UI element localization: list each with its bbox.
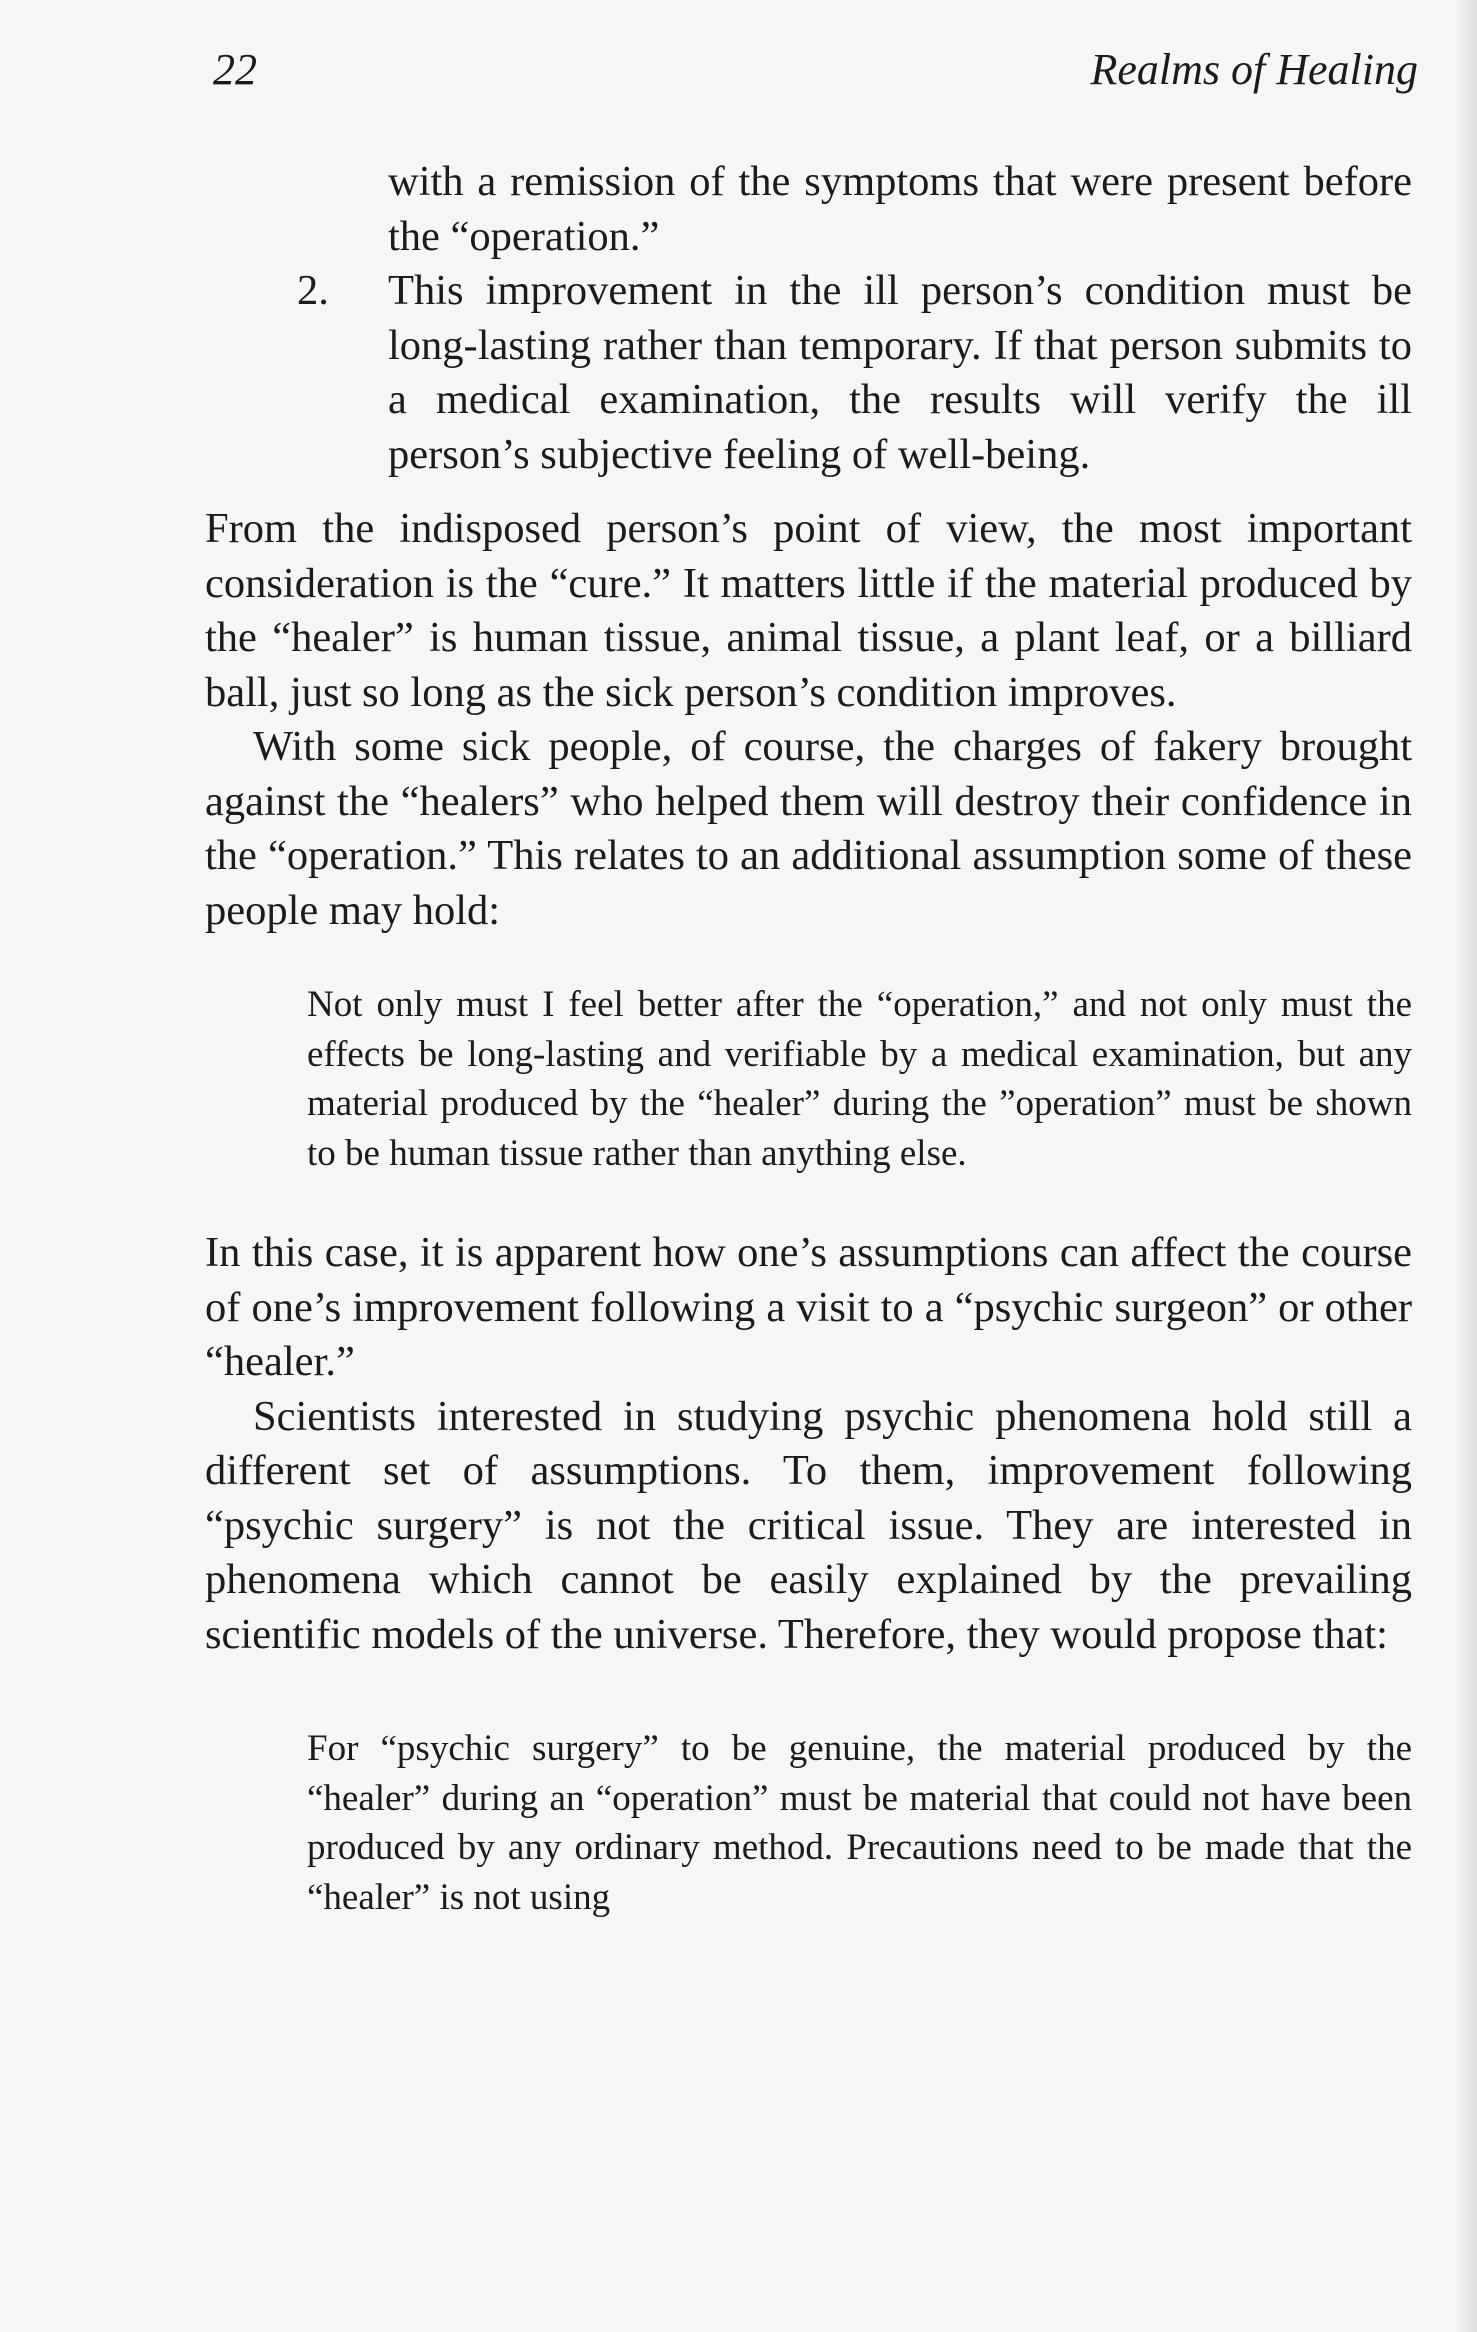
paragraph-3: In this case, it is apparent how one’s assumptions can affect the course of one’s improvement following a visit to a “psychic surgeon” or other “healer.”: [205, 1229, 1412, 1385]
block-quote-1: Not only must I feel better after the “operation,” and not only must the effects be long-lasting and verifiable by a medical examination, but any material produced by the “healer” during the ”operation” must be shown to be human tissue rather than anything else.: [307, 984, 1412, 1174]
paragraph-2: With some sick people, of course, the charges of fakery brought against the “healers” who helped them will destroy their confidence in the “operation.” This relates to an additional assumption some of these people may hold:: [205, 723, 1412, 934]
page-number: 22: [213, 45, 257, 94]
list-item-2: [297, 264, 1412, 482]
paragraph-1: From the indisposed person’s point of view, the most important consideration is the “cure.” It matters little if the material produced by the “healer” is human tissue, animal tissue, a plant leaf, or a billiard ball, just so long as the sick person’s condition improves.: [205, 505, 1412, 716]
running-title: Realms of Healing: [1090, 45, 1418, 94]
list-item-text: This improvement in the ill person’s condition must be long-lasting rather than temporary. If that person submits to a medical examination, the results will verify the ill person’s subjective feeling of well-being.: [388, 267, 1412, 478]
running-header: [213, 40, 1418, 100]
list-item-1-continuation: with a remission of the symptoms that were present before the “operation.”: [388, 158, 1412, 260]
page-body: [205, 155, 1412, 1922]
list-item-number: 2.: [297, 267, 329, 314]
paragraph-4: Scientists interested in studying psychic phenomena hold still a different set of assumptions. To them, improvement following “psychic surgery” is not the critical issue. They are interested in phenomena which cannot be easily explained by the prevailing scientific models of the universe. Therefore, they would propose that:: [205, 1392, 1412, 1658]
block-quote-2: For “psychic surgery” to be genuine, the material produced by the “healer” during an “operation” must be material that could not have been produced by any ordinary method. Precautions need to be made that the “healer” is not using: [307, 1728, 1412, 1918]
page-edge-shadow: [1455, 0, 1477, 2332]
